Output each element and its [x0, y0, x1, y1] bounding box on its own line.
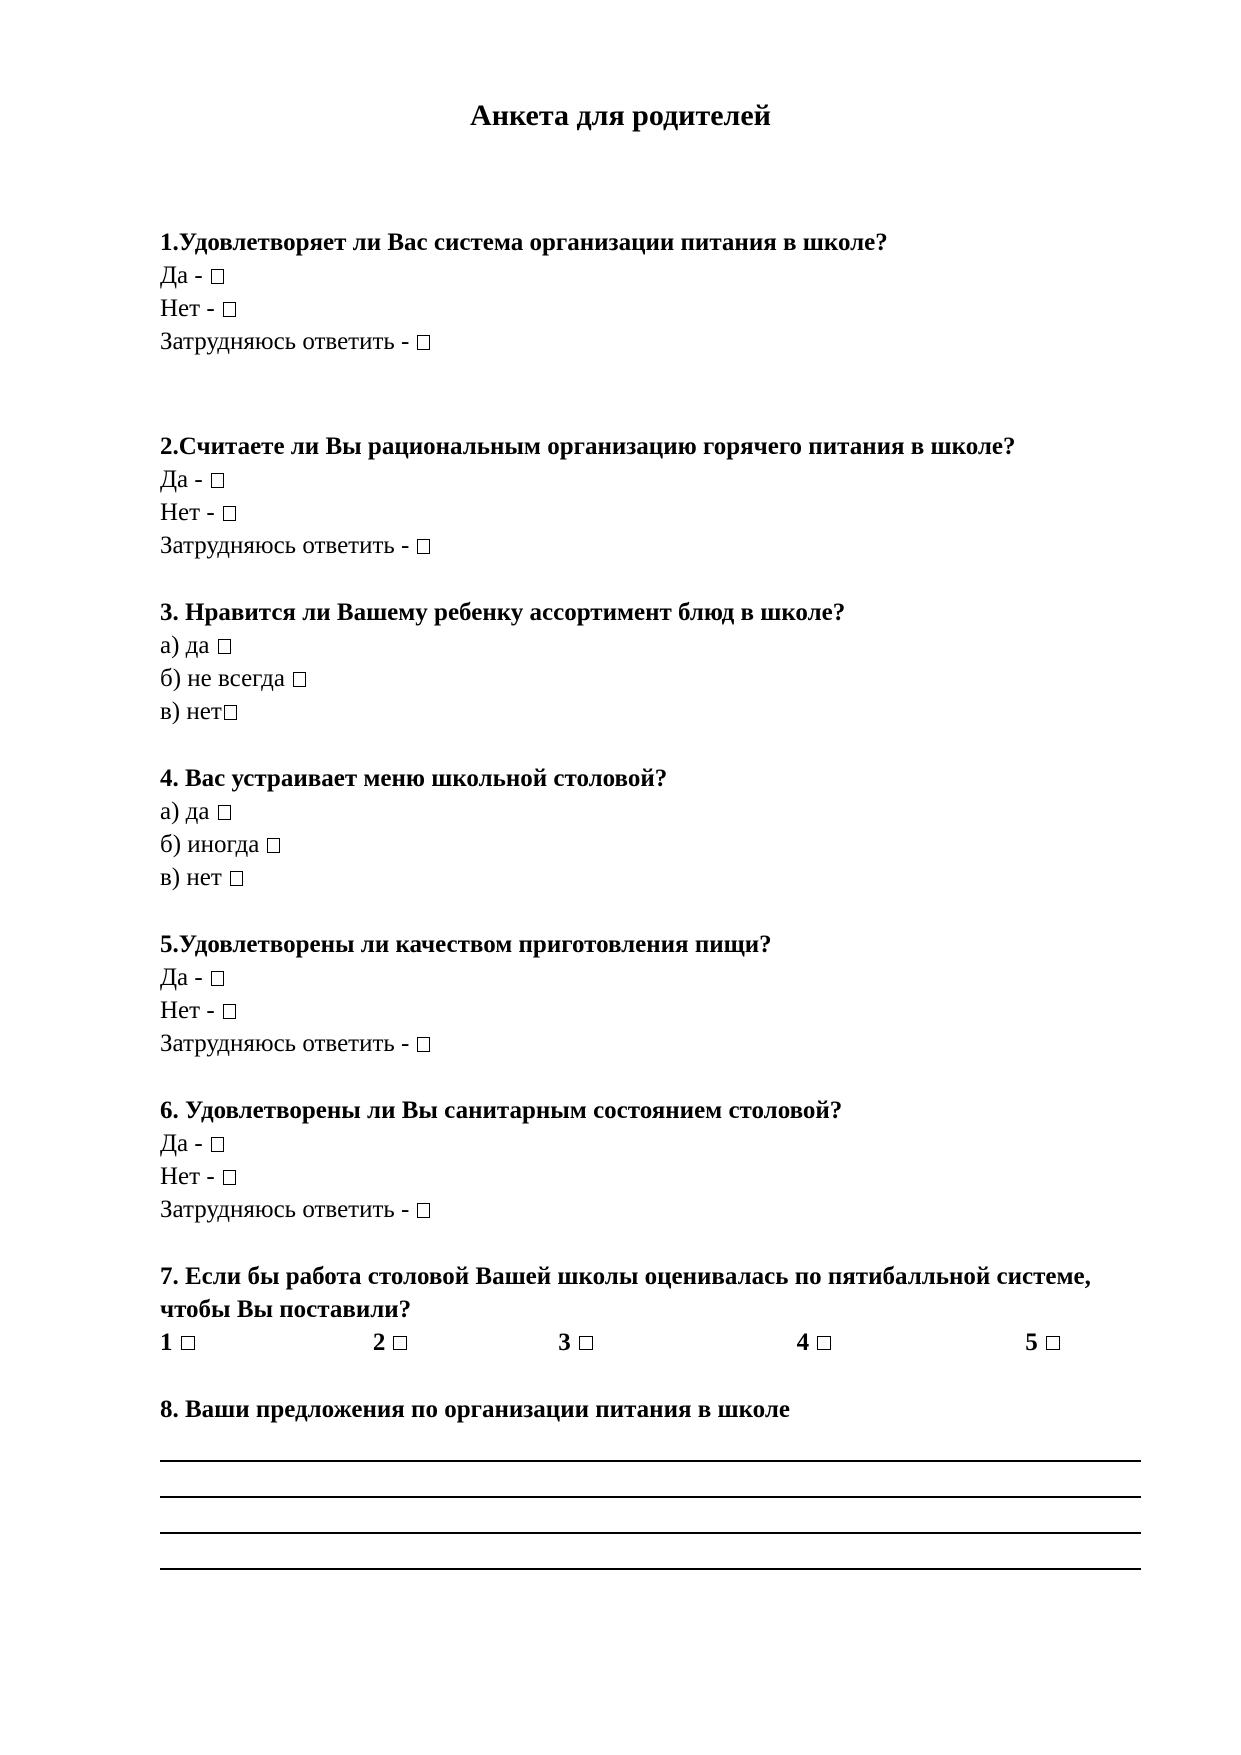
option-label: Нет -	[160, 1163, 215, 1190]
write-in-line[interactable]	[160, 1426, 1141, 1462]
question-block-6	[160, 1094, 1141, 1226]
checkbox[interactable]	[211, 1137, 224, 1152]
option-label: а) да	[160, 798, 210, 825]
answer-option	[160, 1027, 1141, 1060]
checkbox[interactable]	[417, 539, 430, 554]
rating-option[interactable]	[373, 1326, 408, 1359]
rating-value: 1	[160, 1329, 173, 1356]
question-block-3	[160, 596, 1141, 728]
answer-option	[160, 463, 1141, 496]
checkbox[interactable]	[223, 302, 236, 317]
option-label: б) не всегда	[160, 665, 285, 692]
answer-option	[160, 529, 1141, 562]
rating-value: 4	[796, 1329, 810, 1356]
option-label: Затрудняюсь ответить -	[160, 328, 410, 355]
question-block-2	[160, 430, 1141, 562]
checkbox[interactable]	[393, 1336, 407, 1350]
checkbox[interactable]	[224, 705, 237, 720]
option-label: в) нет	[160, 864, 222, 891]
answer-option	[160, 1193, 1141, 1226]
option-label: а) да	[160, 632, 210, 659]
rating-value: 2	[372, 1329, 386, 1356]
question-heading: 5.Удовлетворены ли качеством приготовления пищи?	[160, 931, 772, 958]
answer-option	[160, 662, 1141, 695]
answer-option	[160, 325, 1141, 358]
answer-option	[160, 1127, 1141, 1160]
question-heading: 2.Считаете ли Вы рациональным организацию горячего питания в школе?	[160, 433, 1016, 460]
answer-option	[160, 695, 1141, 728]
checkbox[interactable]	[181, 1336, 195, 1350]
option-label: Затрудняюсь ответить -	[160, 1030, 410, 1057]
checkbox[interactable]	[579, 1336, 593, 1350]
question-heading: 7. Если бы работа столовой Вашей школы оценивалась по пятибалльной системе, чтобы Вы поставили?	[160, 1263, 1091, 1323]
option-label: в) нет	[160, 698, 222, 725]
answer-option	[160, 994, 1141, 1027]
option-label: Затрудняюсь ответить -	[160, 532, 410, 559]
checkbox[interactable]	[223, 1170, 236, 1185]
answer-option	[160, 861, 1141, 894]
checkbox[interactable]	[211, 269, 224, 284]
rating-value: 3	[558, 1329, 571, 1356]
write-in-line[interactable]	[160, 1498, 1141, 1534]
answer-option	[160, 795, 1141, 828]
option-label: Нет -	[160, 295, 215, 322]
option-label: Да -	[160, 1130, 203, 1157]
rating-option[interactable]	[797, 1326, 832, 1359]
answer-option	[160, 1160, 1141, 1193]
rating-option[interactable]	[558, 1326, 593, 1359]
write-in-line[interactable]	[160, 1462, 1141, 1498]
rating-value: 5	[1025, 1329, 1038, 1356]
question-heading: 6. Удовлетворены ли Вы санитарным состоянием столовой?	[160, 1097, 843, 1124]
checkbox[interactable]	[223, 506, 236, 521]
question-block-4	[160, 762, 1141, 894]
answer-option	[160, 496, 1141, 529]
checkbox[interactable]	[211, 971, 224, 986]
option-label: б) иногда	[160, 831, 260, 858]
answer-option	[160, 961, 1141, 994]
answer-option	[160, 828, 1141, 861]
question-block-8	[160, 1393, 1141, 1570]
question-heading: 4. Вас устраивает меню школьной столовой?	[160, 765, 668, 792]
write-in-line[interactable]	[160, 1534, 1141, 1570]
checkbox[interactable]	[211, 473, 224, 488]
checkbox[interactable]	[218, 805, 231, 820]
option-label: Да -	[160, 964, 203, 991]
option-label: Нет -	[160, 997, 215, 1024]
answer-option	[160, 292, 1141, 325]
checkbox[interactable]	[1046, 1336, 1060, 1350]
rating-option[interactable]	[160, 1326, 195, 1359]
checkbox[interactable]	[230, 871, 243, 886]
question-heading: 3. Нравится ли Вашему ребенку ассортимент блюд в школе?	[160, 599, 846, 626]
checkbox[interactable]	[417, 1037, 430, 1052]
checkbox[interactable]	[293, 672, 306, 687]
option-label: Да -	[160, 466, 203, 493]
option-label: Затрудняюсь ответить -	[160, 1196, 410, 1223]
checkbox[interactable]	[267, 838, 280, 853]
page-title: Анкета для родителей	[470, 99, 771, 132]
rating-scale	[160, 1326, 1141, 1359]
checkbox[interactable]	[417, 335, 430, 350]
question-block-1	[160, 226, 1141, 358]
checkbox[interactable]	[223, 1004, 236, 1019]
answer-option	[160, 629, 1141, 662]
checkbox[interactable]	[218, 639, 231, 654]
question-heading: 1.Удовлетворяет ли Вас система организации питания в школе?	[160, 229, 888, 256]
option-label: Нет -	[160, 499, 215, 526]
checkbox[interactable]	[417, 1203, 430, 1218]
answer-option	[160, 259, 1141, 292]
checkbox[interactable]	[817, 1336, 831, 1350]
question-block-5	[160, 928, 1141, 1060]
questionnaire	[160, 226, 1141, 1570]
option-label: Да -	[160, 262, 203, 289]
question-block-7	[160, 1260, 1141, 1359]
question-heading: 8. Ваши предложения по организации питания в школе	[160, 1396, 790, 1423]
rating-option[interactable]	[1025, 1326, 1060, 1359]
